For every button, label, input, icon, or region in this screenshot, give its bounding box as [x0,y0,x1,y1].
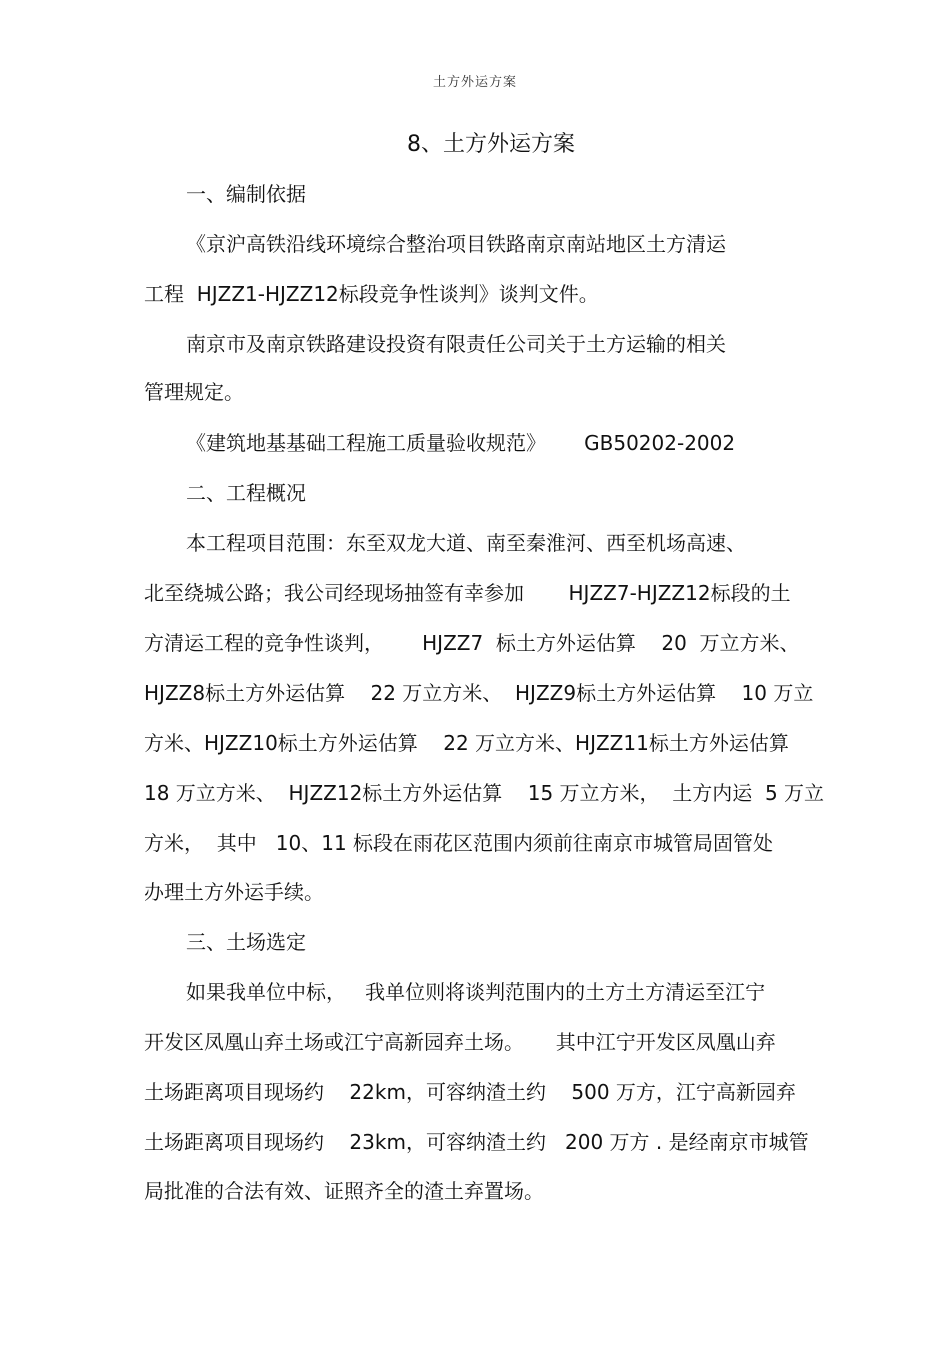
paragraph-line: 南京市及南京铁路建设投资有限责任公司关于土方运输的相关 [186,332,726,356]
paragraph-line: 北至绕城公路；我公司经现场抽签有幸参加 HJZZ7-HJZZ12标段的土 [144,581,791,605]
paragraph-line: 方清运工程的竞争性谈判， HJZZ7 标土方外运估算 20 万立方米、 [144,631,800,655]
paragraph-line: 管理规定。 [144,380,244,404]
section-heading-site: 三、土场选定 [186,930,306,954]
document-title: 8、土方外运方案 [407,132,575,157]
paragraph-line: 土场距离项目现场约 22km，可容纳渣土约 500 万方，江宁高新园弃 [144,1080,796,1104]
paragraph-line: 方米， 其中 10、11 标段在雨花区范围内须前往南京市城管局固管处 [144,831,774,855]
paragraph-line: 方米、HJZZ10标土方外运估算 22 万立方米、HJZZ11标土方外运估算 [144,731,789,755]
paragraph-line: 工程 HJZZ1-HJZZ12标段竞争性谈判》谈判文件。 [144,282,599,306]
paragraph-line: 如果我单位中标， 我单位则将谈判范围内的土方土方清运至江宁 [186,980,766,1004]
paragraph-line: 《京沪高铁沿线环境综合整治项目铁路南京南站地区土方清运 [186,232,726,256]
section-heading-overview: 二、工程概况 [186,481,306,505]
paragraph-line: 局批准的合法有效、证照齐全的渣土弃置场。 [144,1179,544,1203]
paragraph-line: HJZZ8标土方外运估算 22 万立方米、 HJZZ9标土方外运估算 10 万立 [144,681,814,705]
paragraph-line: 18 万立方米、 HJZZ12标土方外运估算 15 万立方米， 土方内运 5 万立 [144,781,825,805]
paragraph-line: 土场距离项目现场约 23km，可容纳渣土约 200 万方 . 是经南京市城管 [144,1130,809,1154]
paragraph-line: 本工程项目范围：东至双龙大道、南至秦淮河、西至机场高速、 [186,531,746,555]
section-heading-basis: 一、编制依据 [186,182,306,206]
running-header: 土方外运方案 [432,75,517,90]
paragraph-line: 开发区凤凰山弃土场或江宁高新园弃土场。 其中江宁开发区凤凰山弃 [144,1030,776,1054]
paragraph-line: 办理土方外运手续。 [144,880,324,904]
paragraph-line: 《建筑地基基础工程施工质量验收规范》 GB50202-2002 [186,431,736,455]
